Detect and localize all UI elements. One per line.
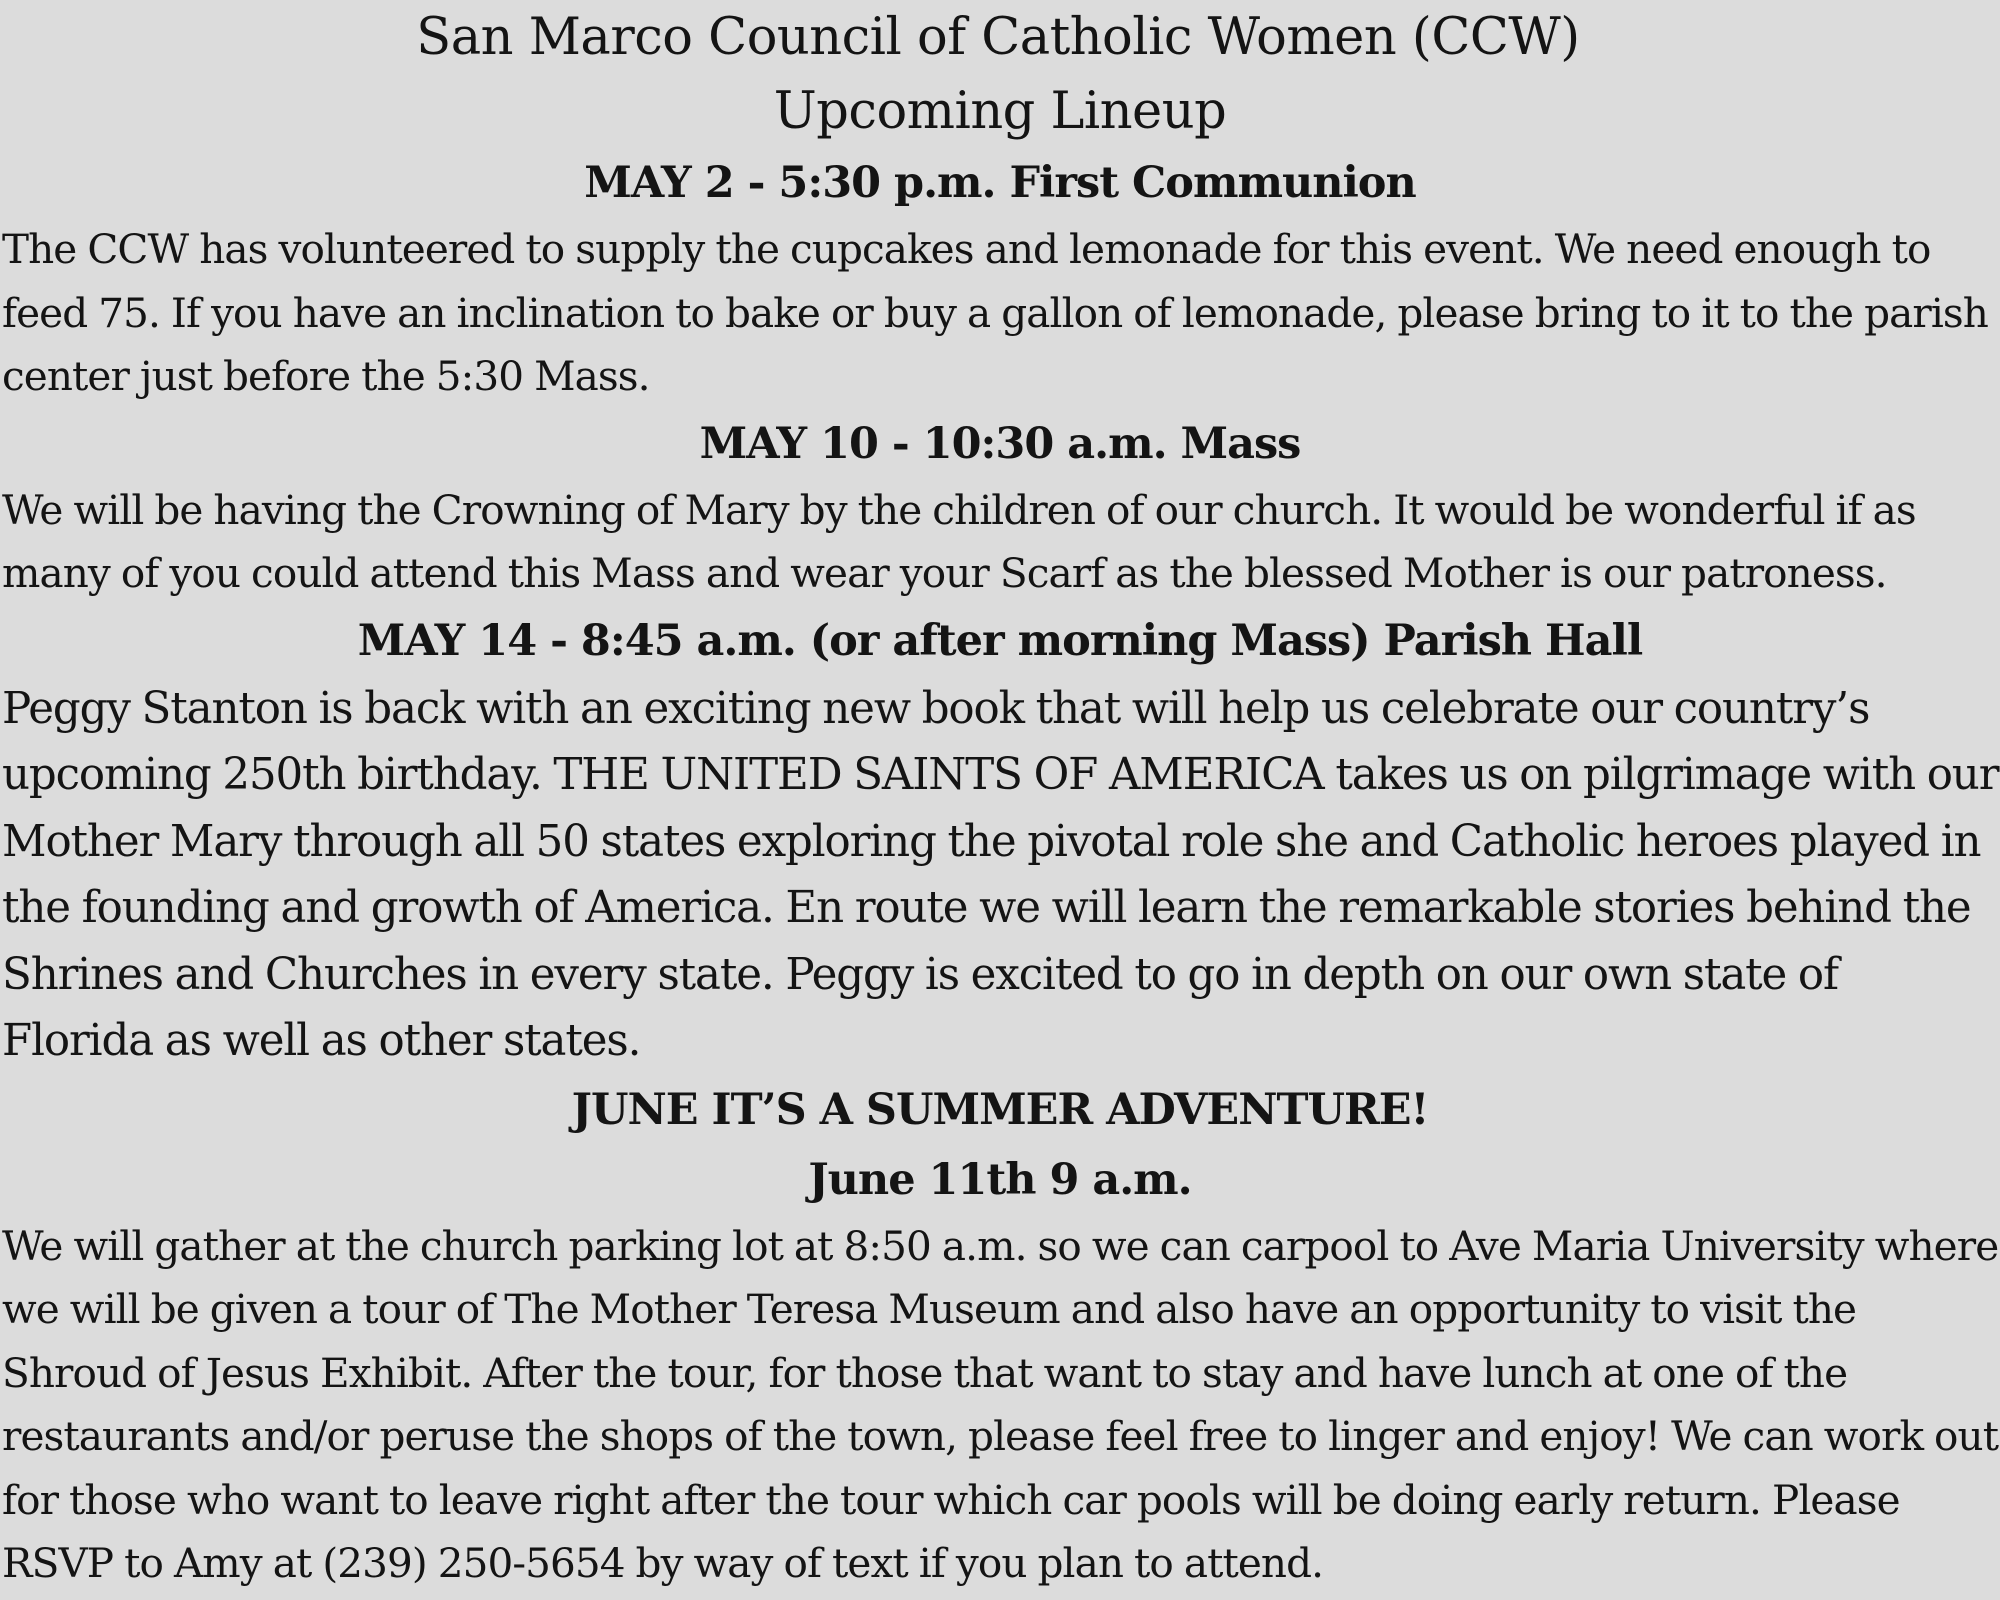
event-summer-adventure — [0, 1075, 2000, 1596]
event-heading: MAY 10 - 10:30 a.m. Mass — [699, 418, 1301, 469]
event-subheading: June 11th 9 a.m. — [808, 1154, 1192, 1205]
event-heading: MAY 2 - 5:30 p.m. First Communion — [584, 158, 1416, 208]
event-description: We will be having the Crowning of Mary by the children of our church. It would be wonderful if as many of you could attend this Mass and wear your Scarf as the blessed Mother is our patroness. — [2, 485, 1916, 597]
event-parish-hall — [0, 606, 2000, 1075]
event-may-10-mass — [0, 409, 2000, 606]
event-heading: MAY 14 - 8:45 a.m. (or after morning Mass) Parish Hall — [357, 615, 1643, 666]
page-title: San Marco Council of Catholic Women (CCW) — [416, 8, 1580, 67]
event-description: Peggy Stanton is back with an exciting new book that will help us celebrate our country’s upcoming 250th birthday. THE UNITED SAINTS OF AMERICA takes us on pilgrimage with our Mother Mary through all 50 states exploring the pivotal role she and Catholic heroes played in the founding and growth of America. En route we will learn the remarkable stories behind the Shrines and Churches in every state. Peggy is excited to go in depth on our own state of Florida as well as other states. — [2, 683, 1999, 1066]
event-heading: JUNE IT’S A SUMMER ADVENTURE! — [571, 1084, 1429, 1135]
event-first-communion — [0, 148, 2000, 409]
event-description: The CCW has volunteered to supply the cupcakes and lemonade for this event. We need enough to feed 75. If you have an inclination to bake or buy a gallon of lemonade, please bring to it to the parish center just before the 5:30 Mass. — [2, 225, 1988, 400]
page-subtitle: Upcoming Lineup — [773, 82, 1227, 141]
event-description: We will gather at the church parking lot at 8:50 a.m. so we can carpool to Ave Maria University where we will be given a tour of The Mother Teresa Museum and also have an opportunity to visit the Shroud of Jesus Exhibit. After the tour, for those that want to stay and have lunch at one of the restaurants and/or peruse the shops of the town, please feel free to linger and enjoy! We can work out for those who want to leave right after the tour which car pools will be doing early return. Please RSVP to Amy at (239) 250-5654 by way of text if you plan to attend. — [2, 1221, 1999, 1587]
